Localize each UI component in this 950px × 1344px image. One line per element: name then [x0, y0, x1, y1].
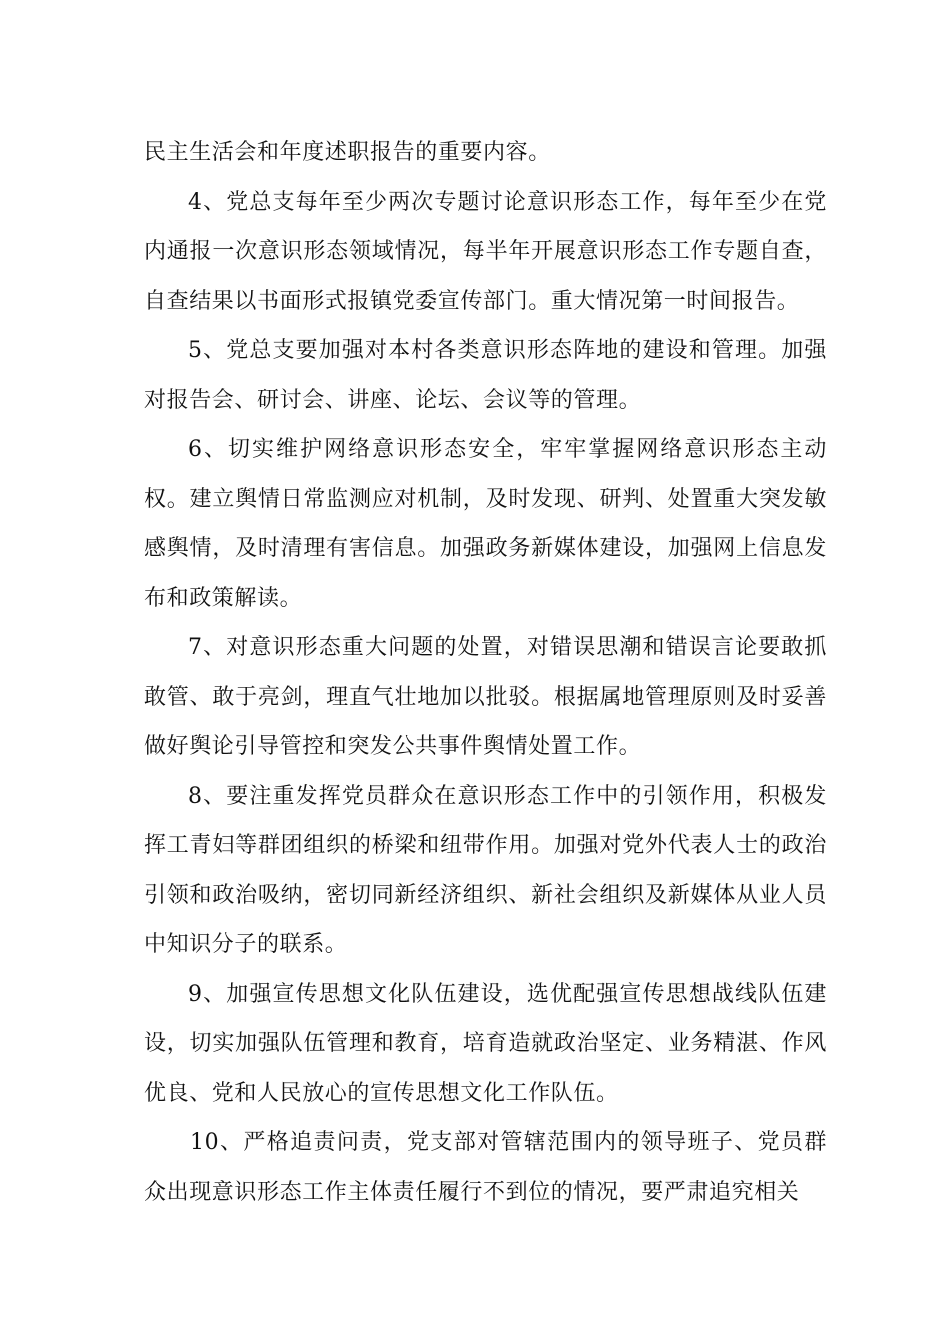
paragraph-item-9: 9、加强宣传思想文化队伍建设，选优配强宣传思想战线队伍建设，切实加强队伍管理和教育，培育造就政治坚定、业务精湛、作风优良、党和人民放心的宣传思想文化工作队伍。 — [144, 981, 827, 1106]
paragraph-item-8: 8、要注重发挥党员群众在意识形态工作中的引领作用，积极发挥工青妇等群团组织的桥梁和纽带作用。加强对党外代表人士的政治引领和政治吸纳，密切同新经济组织、新社会组织及新媒体从业人员中知识分子的联系。 — [144, 783, 827, 957]
paragraph-item-5: 5、党总支要加强对本村各类意识形态阵地的建设和管理。加强对报告会、研讨会、讲座、论坛、会议等的管理。 — [144, 338, 827, 413]
paragraph-item-4: 4、党总支每年至少两次专题讨论意识形态工作，每年至少在党内通报一次意识形态领域情况，每半年开展意识形态工作专题自查，自查结果以书面形式报镇党委宣传部门。重大情况第一时间报告。 — [144, 189, 827, 314]
paragraph-item-6: 6、切实维护网络意识形态安全，牢牢掌握网络意识形态主动权。建立舆情日常监测应对机制，及时发现、研判、处置重大突发敏感舆情，及时清理有害信息。加强政务新媒体建设，加强网上信息发布和政策解读。 — [144, 437, 827, 611]
paragraph-item-7: 7、对意识形态重大问题的处置，对错误思潮和错误言论要敢抓敢管、敢于亮剑，理直气壮地加以批驳。根据属地管理原则及时妥善做好舆论引导管控和突发公共事件舆情处置工作。 — [144, 635, 827, 759]
paragraph-continuation: 民主生活会和年度述职报告的重要内容。 — [144, 140, 551, 165]
paragraph-item-10: 10、严格追责问责，党支部对管辖范围内的领导班子、党员群众出现意识形态工作主体责任履行不到位的情况，要严肃追究相关 — [144, 1130, 827, 1205]
document-body — [144, 128, 827, 1217]
